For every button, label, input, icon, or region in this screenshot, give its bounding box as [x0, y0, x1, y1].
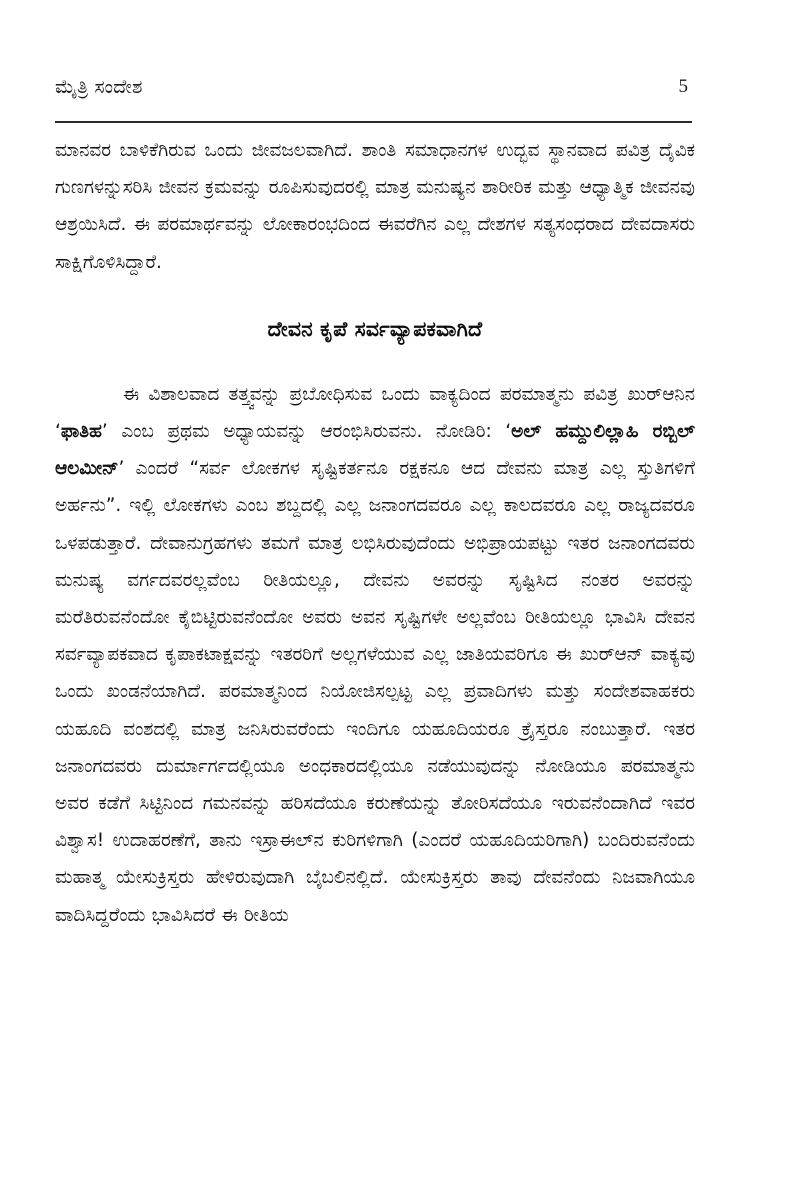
page-number: 5 — [678, 76, 688, 97]
body-text-block — [55, 132, 695, 934]
paragraph-two — [55, 376, 695, 934]
paragraph-two-segment-two: ’ ಎಂಬ ಪ್ರಥಮ ಅಧ್ಯಾಯವನ್ನು ಆರಂಭಿಸಿರುವನು. ನೋಡಿರಿ: ‘ — [101, 421, 512, 443]
paragraph-one: ಮಾನವರ ಬಾಳಿಕೆಗಿರುವ ಒಂದು ಜೀವಜಲವಾಗಿದೆ. ಶಾಂತಿ ಸಮಾಧಾನಗಳ ಉದ್ಭವ ಸ್ಥಾನವಾದ ಪವಿತ್ರ ದೈವಿಕ ಗುಣಗಳನ್ನುಸರಿಸಿ ಜೀವನ ಕ್ರಮವನ್ನು ರೂಪಿಸುವುದರಲ್ಲಿ ಮಾತ್ರ ಮನುಷ್ಯನ ಶಾರೀರಿಕ ಮತ್ತು ಆಧ್ಯಾತ್ಮಿಕ ಜೀವನವು ಆಶ್ರಯಿಸಿದೆ. ಈ ಪರಮಾರ್ಥವನ್ನು ಲೋಕಾರಂಭದಿಂದ ಈವರೆಗಿನ ಎಲ್ಲ ದೇಶಗಳ ಸತ್ಯಸಂಧರಾದ ದೇವದಾಸರು ಸಾಕ್ಷಿಗೊಳಿಸಿದ್ದಾರೆ. — [55, 140, 695, 273]
header-book-title: ಮೈತ್ರಿ ಸಂದೇಶ — [55, 76, 143, 98]
emphasis-fatiha: ಫಾತಿಹ — [60, 421, 102, 443]
header-divider-rule — [55, 121, 692, 123]
paragraph-two-segment-three: ’ ಎಂದರೆ “ಸರ್ವ ಲೋಕಗಳ ಸೃಷ್ಟಿಕರ್ತನೂ ರಕ್ಷಕನೂ ಆದ ದೇವನು ಮಾತ್ರ ಎಲ್ಲ ಸ್ತುತಿಗಳಿಗೆ ಅರ್ಹನು”. ಇಲ್ಲಿ ಲೋಕಗಳು ಎಂಬ ಶಬ್ದದಲ್ಲಿ ಎಲ್ಲ ಜನಾಂಗದವರೂ ಎಲ್ಲ ಕಾಲದವರೂ ಎಲ್ಲ ರಾಜ್ಯದವರೂ ಒಳಪಡುತ್ತಾರೆ. ದೇವಾನುಗ್ರಹಗಳು ತಮಗೆ ಮಾತ್ರ ಲಭಿಸಿರುವುದೆಂದು ಅಭಿಪ್ರಾಯಪಟ್ಟು ಇತರ ಜನಾಂಗದವರು ಮನುಷ್ಯ ವರ್ಗದವರಲ್ಲವೆಂಬ ರೀತಿಯಲ್ಲೂ, ದೇವನು ಅವರನ್ನು ಸೃಷ್ಟಿಸಿದ ನಂತರ ಅವರನ್ನು ಮರೆತಿರುವನೆಂದೋ ಕೈಬಿಟ್ಟಿರುವನೆಂದೋ ಅವರು ಅವನ ಸೃಷ್ಟಿಗಳೇ ಅಲ್ಲವೆಂಬ ರೀತಿಯಲ್ಲೂ ಭಾವಿಸಿ ದೇವನ ಸರ್ವವ್ಯಾಪಕವಾದ ಕೃಪಾಕಟಾಕ್ಷವನ್ನು ಇತರರಿಗೆ ಅಲ್ಲಗಳೆಯುವ ಎಲ್ಲ ಜಾತಿಯವರಿಗೂ ಈ ಖುರ್‌ಆನ್ ವಾಕ್ಯವು ಒಂದು ಖಂಡನೆಯಾಗಿದೆ. ಪರಮಾತ್ಮನಿಂದ ನಿಯೋಜಿಸಲ್ಪಟ್ಟ ಎಲ್ಲ ಪ್ರವಾದಿಗಳು ಮತ್ತು ಸಂದೇಶವಾಹಕರು ಯಹೂದಿ ವಂಶದಲ್ಲಿ ಮಾತ್ರ ಜನಿಸಿರುವರೆಂದು ಇಂದಿಗೂ ಯಹೂದಿಯರೂ ಕ್ರೈಸ್ತರೂ ನಂಬುತ್ತಾರೆ. ಇತರ ಜನಾಂಗದವರು ದುರ್ಮಾರ್ಗದಲ್ಲಿಯೂ ಅಂಧಕಾರದಲ್ಲಿಯೂ ನಡೆಯುವುದನ್ನು ನೋಡಿಯೂ ಪರಮಾತ್ಮನು ಅವರ ಕಡೆಗೆ ಸಿಟ್ಟಿನಿಂದ ಗಮನವನ್ನು ಹರಿಸದೆಯೂ ಕರುಣೆಯನ್ನು ತೋರಿಸದೆಯೂ ಇರುವನೆಂದಾಗಿದೆ ಇವರ ವಿಶ್ವಾಸ! ಉದಾಹರಣೆಗೆ, ತಾನು ಇಸ್ರಾಈಲ್‌ನ ಕುರಿಗಳಿಗಾಗಿ (ಎಂದರೆ ಯಹೂದಿಯರಿಗಾಗಿ) ಬಂದಿರುವನೆಂದು ಮಹಾತ್ಮ ಯೇಸುಕ್ರಿಸ್ತರು ಹೇಳಿರುವುದಾಗಿ ಬೈಬಲಿನಲ್ಲಿದೆ. ಯೇಸುಕ್ರಿಸ್ತರು ತಾವು ದೇವನೆಂದು ನಿಜವಾಗಿಯೂ ವಾದಿಸಿದ್ದರೆಂದು ಭಾವಿಸಿದರೆ ಈ ರೀತಿಯ — [55, 458, 695, 926]
spacer-above-heading — [55, 281, 695, 314]
running-header — [55, 74, 692, 100]
spacer-below-heading — [55, 344, 695, 376]
section-heading: ದೇವನ ಕೃಪೆ ಸರ್ವವ್ಯಾಪಕವಾಗಿದೆ — [267, 316, 483, 341]
emphasis-alhamdulillah: ಅಲ್ ಹಮ್ದುಲಿಲ್ಲಾಹಿ ರಬ್ಬಿಲ್ ಆಲಮೀನ್ — [55, 421, 695, 480]
paragraph-two-segment-one: ಈ ವಿಶಾಲವಾದ ತತ್ತ್ವವನ್ನು ಪ್ರಬೋಧಿಸುವ ಒಂದು ವಾಕ್ಯದಿಂದ ಪರಮಾತ್ಮನು ಪವಿತ್ರ ಖುರ್‌ಆನಿನ ‘ — [55, 383, 695, 443]
